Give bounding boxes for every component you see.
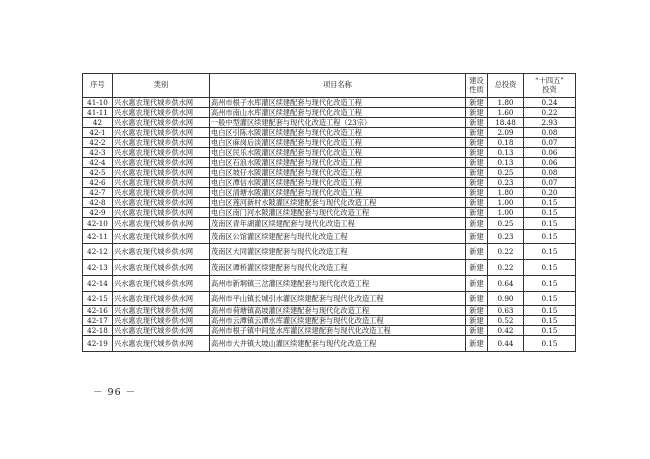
cell-total-investment: 18.48	[488, 118, 524, 128]
cell-fyp-investment: 0.15	[524, 292, 576, 306]
cell-seq: 42-10	[83, 218, 113, 230]
cell-total-investment: 2.09	[488, 128, 524, 138]
cell-fyp-investment: 0.15	[524, 244, 576, 260]
cell-fyp-investment: 2.93	[524, 118, 576, 128]
table-row	[83, 316, 576, 326]
cell-category: 兴水惠农现代城乡供水网	[113, 188, 210, 198]
cell-nature: 新建	[466, 148, 488, 158]
table-row	[83, 336, 576, 352]
cell-fyp-investment: 0.08	[524, 168, 576, 178]
cell-category: 兴水惠农现代城乡供水网	[113, 178, 210, 188]
cell-fyp-investment: 0.15	[524, 326, 576, 336]
cell-category: 兴水惠农现代城乡供水网	[113, 260, 210, 276]
cell-nature: 新建	[466, 158, 488, 168]
cell-fyp-investment: 0.15	[524, 336, 576, 352]
cell-fyp-investment: 0.15	[524, 208, 576, 218]
cell-nature: 新建	[466, 218, 488, 230]
header-name: 项目名称	[210, 74, 466, 98]
header-nature	[466, 74, 488, 98]
cell-nature: 新建	[466, 178, 488, 188]
cell-project-name: 电白区民乐水陂灌区续建配套与现代化改造工程	[210, 148, 466, 158]
page-number: － 96 －	[93, 387, 137, 398]
cell-nature: 新建	[466, 276, 488, 292]
cell-category: 兴水惠农现代城乡供水网	[113, 244, 210, 260]
cell-project-name: 高州市平山镇长城引水灌区续建配套与现代化改造工程	[210, 292, 466, 306]
cell-total-investment: 1.00	[488, 208, 524, 218]
table-row	[83, 178, 576, 188]
table-row	[83, 98, 576, 108]
cell-seq: 41-10	[83, 98, 113, 108]
cell-seq: 42-3	[83, 148, 113, 158]
cell-project-name: 高州市荷塘镇高坡灌区续建配套与现代化改造工程	[210, 306, 466, 316]
cell-total-investment: 0.52	[488, 316, 524, 326]
cell-project-name: 电白区麻岗后淡灌区续建配套与现代化改造工程	[210, 138, 466, 148]
cell-category: 兴水惠农现代城乡供水网	[113, 292, 210, 306]
cell-seq: 42-18	[83, 326, 113, 336]
cell-category: 兴水惠农现代城乡供水网	[113, 326, 210, 336]
cell-seq: 42-8	[83, 198, 113, 208]
table-row	[83, 292, 576, 306]
cell-category: 兴水惠农现代城乡供水网	[113, 198, 210, 208]
cell-fyp-investment: 0.15	[524, 218, 576, 230]
cell-project-name: 电白区南门河水陂灌区续建配套与现代化改造工程	[210, 208, 466, 218]
table-row	[83, 168, 576, 178]
cell-total-investment: 0.44	[488, 336, 524, 352]
cell-seq: 42-17	[83, 316, 113, 326]
cell-fyp-investment: 0.15	[524, 198, 576, 208]
cell-total-investment: 0.64	[488, 276, 524, 292]
cell-seq: 42-16	[83, 306, 113, 316]
cell-category: 兴水惠农现代城乡供水网	[113, 138, 210, 148]
cell-total-investment: 0.25	[488, 218, 524, 230]
table-row	[83, 326, 576, 336]
cell-fyp-investment: 0.15	[524, 306, 576, 316]
cell-category: 兴水惠农现代城乡供水网	[113, 168, 210, 178]
project-table	[82, 73, 576, 352]
cell-total-investment: 0.25	[488, 168, 524, 178]
cell-seq: 42-6	[83, 178, 113, 188]
cell-nature: 新建	[466, 98, 488, 108]
cell-seq: 42-9	[83, 208, 113, 218]
table-row	[83, 148, 576, 158]
cell-nature: 新建	[466, 326, 488, 336]
table-row	[83, 208, 576, 218]
cell-seq: 42-12	[83, 244, 113, 260]
cell-seq: 42-5	[83, 168, 113, 178]
cell-total-investment: 0.18	[488, 138, 524, 148]
cell-seq: 41-11	[83, 108, 113, 118]
table-row	[83, 276, 576, 292]
cell-seq: 42-7	[83, 188, 113, 198]
cell-fyp-investment: 0.06	[524, 148, 576, 158]
header-fyp	[524, 74, 576, 98]
cell-project-name: 高州市南山水库灌区续建配套与现代化改造工程	[210, 108, 466, 118]
table-row	[83, 306, 576, 316]
cell-project-name: 电白区莲河新村水陂灌区续建配套与现代化改造工程	[210, 198, 466, 208]
table-row	[83, 244, 576, 260]
cell-nature: 新建	[466, 230, 488, 244]
cell-nature: 新建	[466, 198, 488, 208]
cell-project-name: 茂南区公馆灌区续建配套与现代化改造工程	[210, 230, 466, 244]
cell-project-name: 茂南区谭桥灌区续建配套与现代化改造工程	[210, 260, 466, 276]
cell-nature: 新建	[466, 316, 488, 326]
cell-nature: 新建	[466, 188, 488, 198]
header-total: 总投资	[488, 74, 524, 98]
cell-total-investment: 0.22	[488, 260, 524, 276]
cell-project-name: 电白区清塘水陂灌区续建配套与现代化改造工程	[210, 188, 466, 198]
cell-fyp-investment: 0.15	[524, 230, 576, 244]
cell-nature: 新建	[466, 118, 488, 128]
table-row	[83, 188, 576, 198]
table-row	[83, 108, 576, 118]
cell-fyp-investment: 0.08	[524, 128, 576, 138]
header-nature-line2: 性质	[469, 84, 484, 94]
cell-seq: 42-11	[83, 230, 113, 244]
header-fyp-line2: 投资	[542, 84, 557, 94]
cell-category: 兴水惠农现代城乡供水网	[113, 118, 210, 128]
cell-seq: 42-1	[83, 128, 113, 138]
cell-fyp-investment: 0.15	[524, 260, 576, 276]
cell-category: 兴水惠农现代城乡供水网	[113, 276, 210, 292]
cell-seq: 42-2	[83, 138, 113, 148]
cell-seq: 42-15	[83, 292, 113, 306]
header-nature-line1: 建设	[469, 76, 484, 86]
cell-total-investment: 0.13	[488, 148, 524, 158]
cell-project-name: 茂南区大同灌区续建配套与现代化改造工程	[210, 244, 466, 260]
cell-category: 兴水惠农现代城乡供水网	[113, 230, 210, 244]
cell-nature: 新建	[466, 168, 488, 178]
cell-category: 兴水惠农现代城乡供水网	[113, 108, 210, 118]
cell-project-name: 高州市根子水库灌区续建配套与现代化改造工程	[210, 98, 466, 108]
cell-fyp-investment: 0.07	[524, 138, 576, 148]
cell-project-name: 高州市新垌镇三岔灌区续建配套与现代化改造工程	[210, 276, 466, 292]
cell-total-investment: 0.22	[488, 244, 524, 260]
table-row	[83, 218, 576, 230]
cell-fyp-investment: 0.20	[524, 188, 576, 198]
cell-category: 兴水惠农现代城乡供水网	[113, 208, 210, 218]
cell-project-name: 电白区潭信水陂灌区续建配套与现代化改造工程	[210, 178, 466, 188]
cell-seq: 42-19	[83, 336, 113, 352]
cell-total-investment: 0.13	[488, 158, 524, 168]
cell-total-investment: 1.80	[488, 98, 524, 108]
cell-project-name: 茂南区青年湖灌区续建配套与现代化改造工程	[210, 218, 466, 230]
header-seq: 序号	[83, 74, 113, 98]
cell-category: 兴水惠农现代城乡供水网	[113, 158, 210, 168]
table-header-row	[83, 74, 576, 98]
header-fyp-line1: “十四五”	[535, 76, 564, 86]
cell-fyp-investment: 0.15	[524, 276, 576, 292]
table-row	[83, 128, 576, 138]
cell-seq: 42	[83, 118, 113, 128]
cell-category: 兴水惠农现代城乡供水网	[113, 98, 210, 108]
cell-fyp-investment: 0.07	[524, 178, 576, 188]
table-row	[83, 198, 576, 208]
cell-total-investment: 0.63	[488, 306, 524, 316]
cell-nature: 新建	[466, 306, 488, 316]
cell-seq: 42-13	[83, 260, 113, 276]
cell-nature: 新建	[466, 128, 488, 138]
cell-project-name: 一般中型灌区续建配套与现代化改造工程（23宗）	[210, 118, 466, 128]
cell-category: 兴水惠农现代城乡供水网	[113, 316, 210, 326]
cell-project-name: 电白区坡仔水陂灌区续建配套与现代化改造工程	[210, 168, 466, 178]
cell-total-investment: 0.23	[488, 230, 524, 244]
cell-project-name: 电白区石浪水陂灌区续建配套与现代化改造工程	[210, 158, 466, 168]
cell-nature: 新建	[466, 108, 488, 118]
cell-total-investment: 0.23	[488, 178, 524, 188]
cell-total-investment: 1.80	[488, 188, 524, 198]
cell-project-name: 高州市云潭镇云潭水库灌区续建配套与现代化改造工程	[210, 316, 466, 326]
cell-nature: 新建	[466, 244, 488, 260]
cell-fyp-investment: 0.22	[524, 108, 576, 118]
table-row	[83, 260, 576, 276]
table-row	[83, 158, 576, 168]
cell-category: 兴水惠农现代城乡供水网	[113, 148, 210, 158]
table-row	[83, 118, 576, 128]
cell-category: 兴水惠农现代城乡供水网	[113, 218, 210, 230]
cell-category: 兴水惠农现代城乡供水网	[113, 128, 210, 138]
cell-fyp-investment: 0.24	[524, 98, 576, 108]
table-row	[83, 230, 576, 244]
cell-seq: 42-4	[83, 158, 113, 168]
cell-fyp-investment: 0.15	[524, 316, 576, 326]
header-category: 类别	[113, 74, 210, 98]
cell-total-investment: 0.90	[488, 292, 524, 306]
cell-project-name: 高州市大井镇大坡山灌区续建配套与现代化改造工程	[210, 336, 466, 352]
cell-project-name: 高州市根子镇中间堂水库灌区续建配套与现代化改造工程	[210, 326, 466, 336]
cell-category: 兴水惠农现代城乡供水网	[113, 306, 210, 316]
cell-project-name: 电白区引陈水陂灌区续建配套与现代化改造工程	[210, 128, 466, 138]
cell-nature: 新建	[466, 138, 488, 148]
cell-total-investment: 0.42	[488, 326, 524, 336]
table-row	[83, 138, 576, 148]
cell-total-investment: 1.00	[488, 198, 524, 208]
cell-fyp-investment: 0.06	[524, 158, 576, 168]
cell-nature: 新建	[466, 292, 488, 306]
table-body	[83, 98, 576, 352]
cell-nature: 新建	[466, 260, 488, 276]
cell-seq: 42-14	[83, 276, 113, 292]
cell-total-investment: 1.60	[488, 108, 524, 118]
cell-nature: 新建	[466, 208, 488, 218]
cell-category: 兴水惠农现代城乡供水网	[113, 336, 210, 352]
cell-nature: 新建	[466, 336, 488, 352]
